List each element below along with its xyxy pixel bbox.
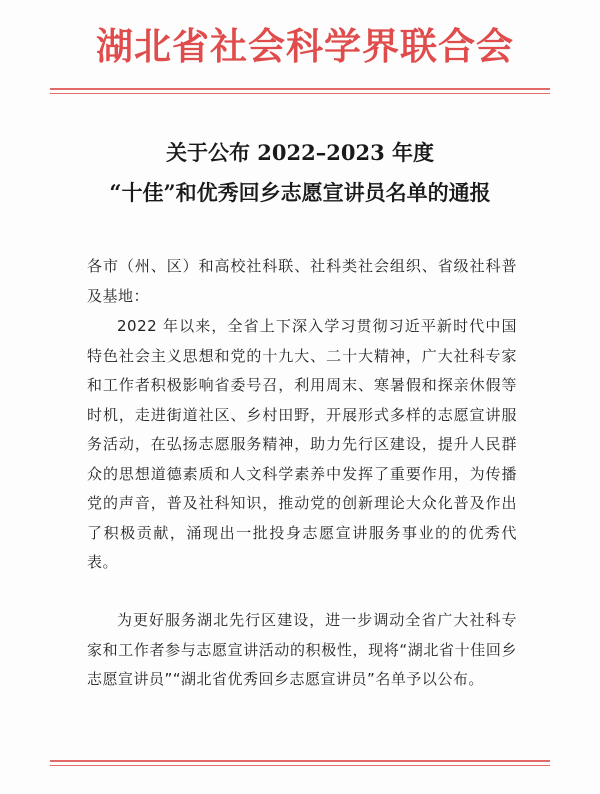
salutation: 各市（州、区）和高校社科联、社科类社会组织、省级社科普及基地： [87, 257, 517, 305]
body-paragraph-2: 为更好服务湖北先行区建设，进一步调动全省广大社科专家和工作者参与志愿宣讲活动的积极性，现将“湖北省十佳回乡志愿宣讲员”“湖北省优秀回乡志愿宣讲员”名单予以公布。 [87, 611, 517, 688]
header-rule-thin [50, 93, 550, 94]
footer-rule-thick [50, 760, 550, 762]
document-title-line-1: 关于公布 2022–2023 年度 [165, 140, 435, 165]
body-paragraph-1: 2022 年以来，全省上下深入学习贯彻习近平新时代中国特色社会主义思想和党的十九大、二十大精神，广大社科专家和工作者积极影响省委号召，利用周末、寒暑假和探亲休假等时机，走进街道社区、乡村田野，开展形式多样的志愿宣讲服务活动，在弘扬志愿服务精神，助力先行区建设，提升人民群众的思想道德素质和人文科学素养中发挥了重要作用，为传播党的声音，普及社科知识，推动党的创新理论大众化普及作出了积极贡献，涌现出一批投身志愿宣讲服务事业的的优秀代表。 [87, 317, 517, 571]
header-rule-thick [50, 88, 550, 90]
org-letterhead: 湖北省社会科学界联合会 [96, 24, 514, 68]
footer-rule-thin [50, 765, 550, 766]
document-title-line-2: “十佳”和优秀回乡志愿宣讲员名单的通报 [109, 180, 491, 205]
